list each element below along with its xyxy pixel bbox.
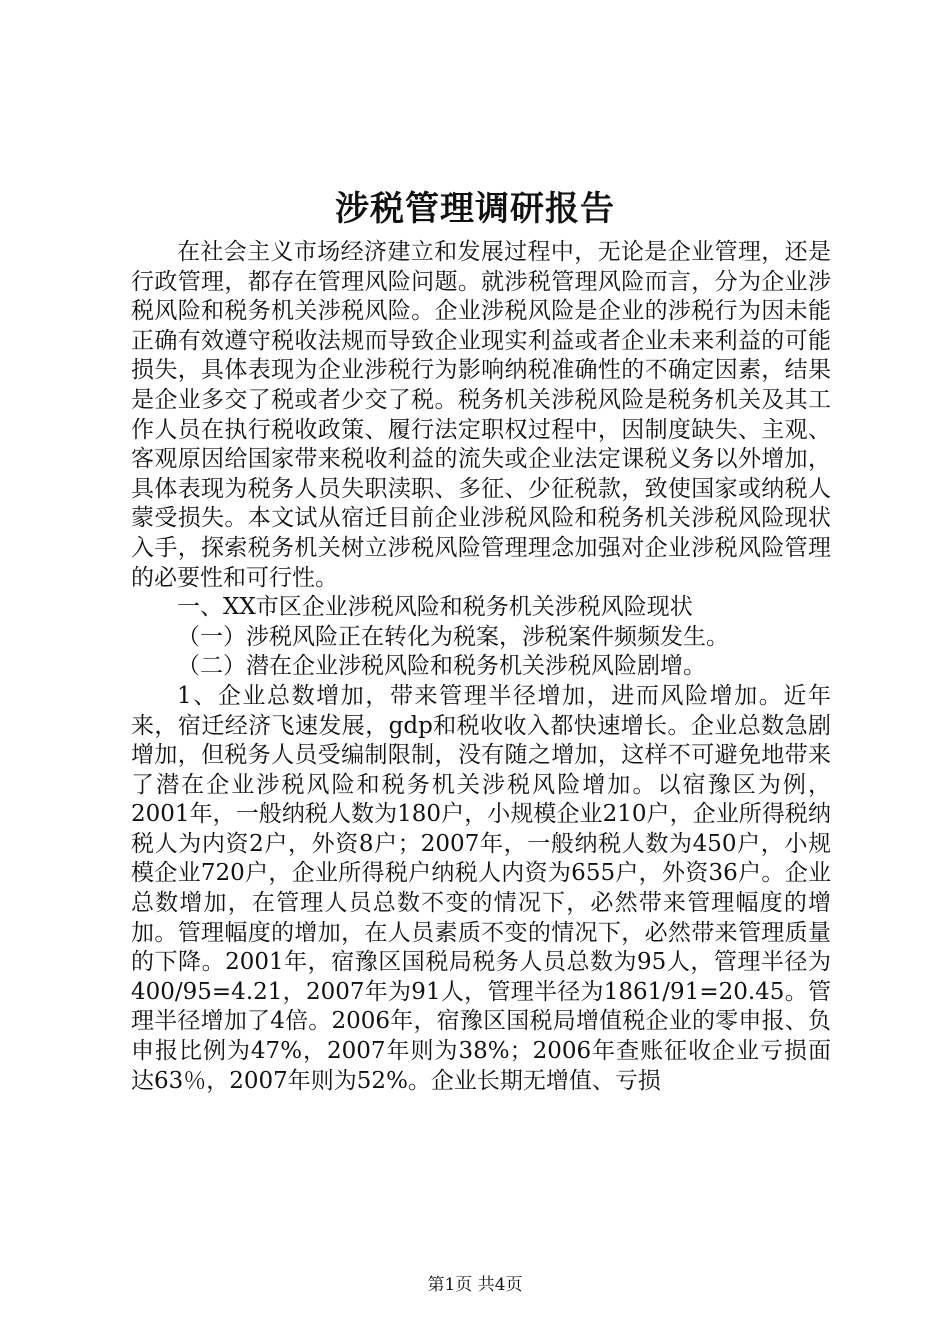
section-heading: 一、XX市区企业涉税风险和税务机关涉税风险现状 <box>177 594 693 621</box>
body-paragraph: 1、企业总数增加，带来管理半径增加，进而风险增加。近年来，宿迁经济飞速发展，gdp和税收收入都快速增长。企业总数急剧增加，但税务人员受编制限制，没有随之增加，这样不可避免地带来了潜在企业涉税风险和税务机关涉税风险增加。以宿豫区为例，2001年，一般纳税人数为180户，小规模企业210户，企业所得税纳税人为内资2户，外资8户；2007年，一般纳税人数为450户，小规模企业720户，企业所得税户纳税人内资为655户，外资36户。企业总数增加，在管理人员总数不变的情况下，必然带来管理幅度的增加。管理幅度的增加，在人员素质不变的情况下，必然带来管理质量的下降。2001年，宿豫区国税局税务人员总数为95人，管理半径为400/95=4.21，2007年为91人，管理半径为1861/91=20.45。管理半径增加了4倍。2006年，宿豫区国税局增值税企业的零申报、负申报比例为47%，2007年则为38%；2006年查账征收企业亏损面达63％，2007年则为52%。企业长期无增值、亏损 <box>131 682 831 1094</box>
document-title: 涉税管理调研报告 <box>335 189 615 229</box>
document-body <box>131 238 831 1096</box>
intro-paragraph: 在社会主义市场经济建立和发展过程中，无论是企业管理，还是行政管理，都存在管理风险问题。就涉税管理风险而言，分为企业涉税风险和税务机关涉税风险。企业涉税风险是企业的涉税行为因未能正确有效遵守税收法规而导致企业现实利益或者企业未来利益的可能损失，具体表现为企业涉税行为影响纳税准确性的不确定因素，结果是企业多交了税或者少交了税。税务机关涉税风险是税务机关及其工作人员在执行税收政策、履行法定职权过程中，因制度缺失、主观、客观原因给国家带来税收利益的流失或企业法定课税义务以外增加，具体表现为税务人员失职渎职、多征、少征税款，致使国家或纳税人蒙受损失。本文试从宿迁目前企业涉税风险和税务机关涉税风险现状入手，探索税务机关树立涉税风险管理理念加强对企业涉税风险管理的必要性和可行性。 <box>131 239 831 591</box>
subsection-heading-2: （二）潜在企业涉税风险和税务机关涉税风险剧增。 <box>177 653 706 680</box>
page-footer: 第1页 共4页 <box>427 1275 523 1295</box>
subsection-heading-1: （一）涉税风险正在转化为税案，涉税案件频频发生。 <box>177 623 729 650</box>
